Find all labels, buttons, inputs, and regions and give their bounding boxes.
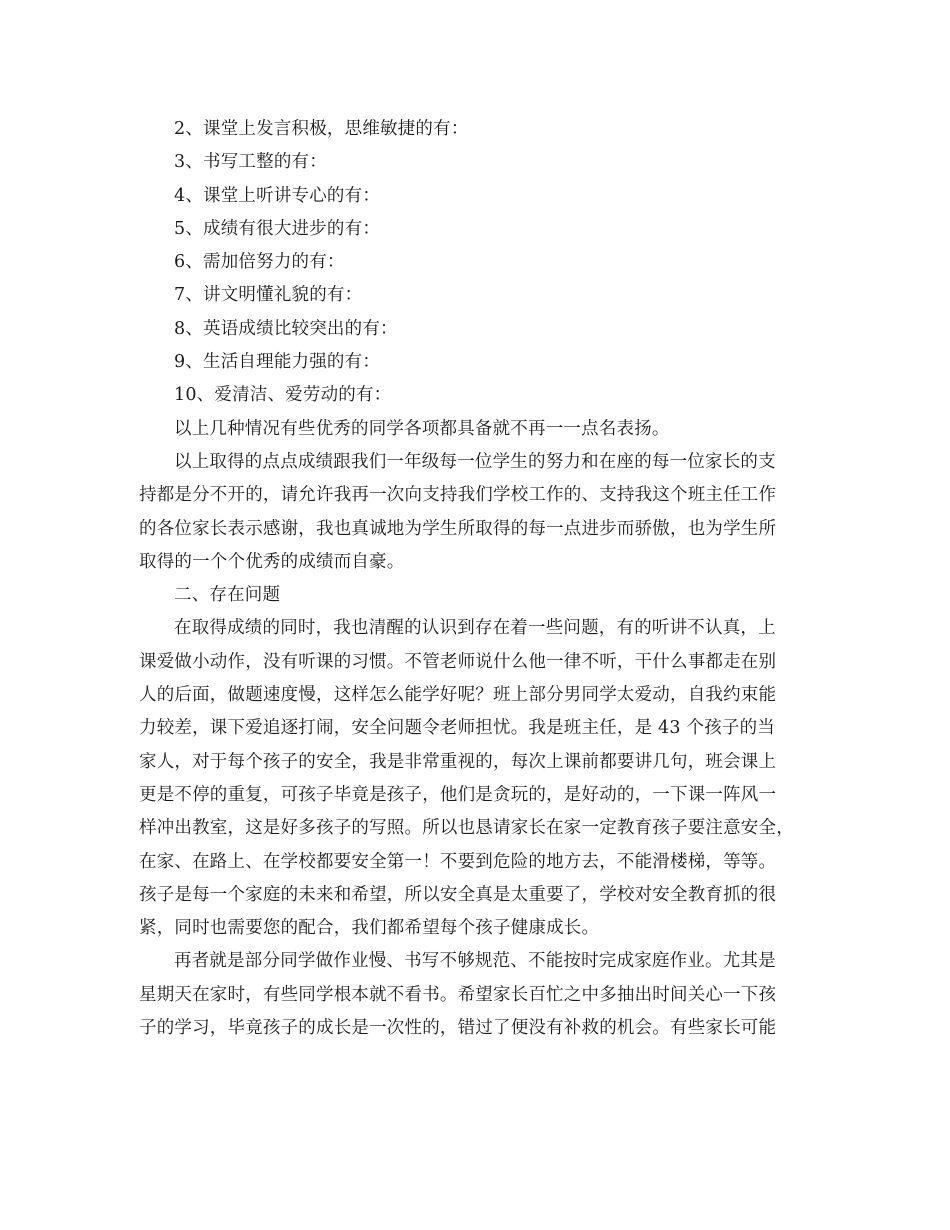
paragraph-line: 在取得成绩的同时，我也清醒的认识到存在着一些问题，有的听讲不认真，上 (174, 618, 776, 639)
homework-paragraph (139, 945, 807, 1045)
problems-paragraph (139, 612, 807, 945)
list-item: 6、需加倍努力的有： (174, 252, 345, 273)
summary-line: 以上几种情况有些优秀的同学各项都具备就不再一一点名表扬。 (174, 418, 670, 439)
document-body (139, 113, 807, 1045)
list-item: 7、讲文明懂礼貌的有： (174, 285, 363, 306)
list-item: 9、生活自理能力强的有： (174, 352, 381, 373)
paragraph-line: 的各位家长表示感谢，我也真诚地为学生所取得的每一点进步而骄傲，也为学生所 (139, 518, 777, 539)
paragraph-line: 力较差，课下爱追逐打闹，安全问题令老师担忧。我是班主任，是 43 个孩子的当 (139, 718, 775, 739)
paragraph-line: 持都是分不开的，请允许我再一次向支持我们学校工作的、支持我这个班主任工作 (139, 485, 777, 506)
paragraph-line: 子的学习，毕竟孩子的成长是一次性的，错过了便没有补救的机会。有些家长可能 (139, 1018, 777, 1039)
paragraph-line: 以上取得的点点成绩跟我们一年级每一位学生的努力和在座的每一位家长的支 (174, 451, 776, 472)
list-item: 10、爱清洁、爱劳动的有： (174, 385, 392, 406)
paragraph-line: 取得的一个个优秀的成绩而自豪。 (139, 551, 405, 572)
list-item: 5、成绩有很大进步的有： (174, 218, 381, 239)
section-heading: 二、存在问题 (174, 585, 281, 606)
paragraph-line: 再者就是部分同学做作业慢、书写不够规范、不能按时完成家庭作业。尤其是 (174, 951, 776, 972)
thanks-paragraph (139, 446, 807, 579)
paragraph-line: 紧，同时也需要您的配合，我们都希望每个孩子健康成长。 (139, 918, 600, 939)
paragraph-line: 人的后面，做题速度慢，这样怎么能学好呢？班上部分男同学太爱动，自我约束能 (139, 685, 777, 706)
paragraph-line: 更是不停的重复，可孩子毕竟是孩子，他们是贪玩的，是好动的，一下课一阵风一 (139, 784, 777, 805)
paragraph-line: 样冲出教室，这是好多孩子的写照。所以也恳请家长在家一定教育孩子要注意安全， (139, 818, 794, 839)
paragraph-line: 课爱做小动作，没有听课的习惯。不管老师说什么他一律不听，干什么事都走在别 (139, 651, 777, 672)
list-item: 8、英语成绩比较突出的有： (174, 318, 398, 339)
paragraph-line: 星期天在家时，有些同学根本就不看书。希望家长百忙之中多抽出时间关心一下孩 (139, 984, 777, 1005)
list-item: 3、书写工整的有： (174, 152, 327, 173)
paragraph-line: 在家、在路上、在学校都要安全第一！不要到危险的地方去，不能滑楼梯，等等。 (139, 851, 777, 872)
list-item: 4、课堂上听讲专心的有： (174, 185, 381, 206)
paragraph-line: 孩子是每一个家庭的未来和希望，所以安全真是太重要了，学校对安全教育抓的很 (139, 884, 777, 905)
paragraph-line: 家人，对于每个孩子的安全，我是非常重视的，每次上课前都要讲几句，班会课上 (139, 751, 777, 772)
list-item: 2、课堂上发言积极，思维敏捷的有： (174, 119, 469, 139)
